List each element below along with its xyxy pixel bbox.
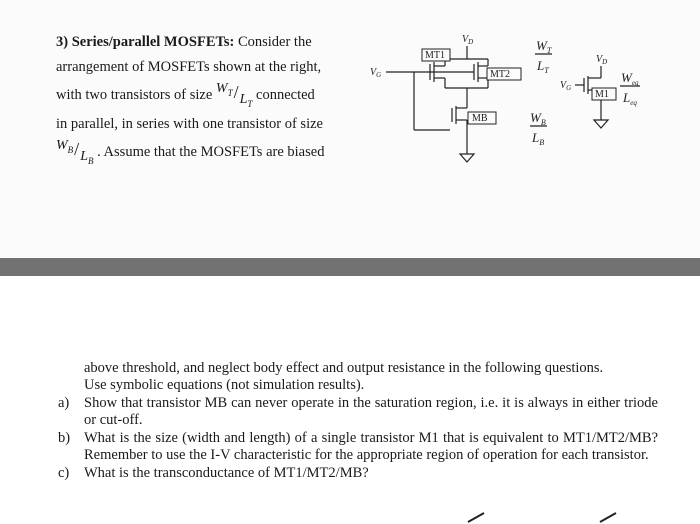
mt1-label: MT1 bbox=[425, 50, 445, 61]
sub-question-a bbox=[58, 395, 658, 429]
size-wt-lt-fraction: $W_T/L_T$ bbox=[215, 81, 253, 109]
question-line5-post: . Assume that the MOSFETs are biased bbox=[97, 144, 325, 161]
sub-question-label: c) bbox=[58, 465, 70, 481]
cropped-marks bbox=[460, 505, 640, 524]
weq-label: $W_{eq}$ bbox=[621, 70, 639, 87]
question-line-4: in parallel, in series with one transistor of size bbox=[56, 115, 323, 132]
sub-question-b bbox=[58, 430, 658, 464]
sub-question-text: What is the size (width and length) of a single transistor M1 that is equivalent to MT1/MT2/MB? Remember to use the I-V characteristic for the appropriate region of operation for each transistor. bbox=[84, 430, 658, 463]
lb-label: $L_B$ bbox=[532, 130, 545, 147]
question-line-5 bbox=[56, 137, 376, 169]
wt-subscript: T bbox=[227, 87, 233, 98]
page-divider-band bbox=[0, 258, 700, 276]
question-line-1 bbox=[56, 30, 376, 55]
question-line3-pre: with two transistors of size bbox=[56, 87, 213, 104]
sub-question-label: a) bbox=[58, 395, 70, 411]
sub-question-text: What is the transconductance of MT1/MT2/MB? bbox=[84, 465, 369, 481]
sub-question-text: Show that transistor MB can never operate in the saturation region, i.e. it is always in either triode or cut-off. bbox=[84, 395, 658, 428]
vg-label: $V_G$ bbox=[370, 67, 382, 79]
lb-subscript: B bbox=[87, 155, 94, 166]
lt-symbol: L bbox=[239, 92, 248, 107]
wb-label: $W_B$ bbox=[530, 110, 546, 127]
question-line-2: arrangement of MOSFETs shown at the right, bbox=[56, 59, 322, 75]
lb-symbol: L bbox=[80, 148, 88, 164]
leq-label: $L_{eq}$ bbox=[623, 90, 637, 107]
wt-symbol: W bbox=[215, 81, 228, 96]
cropped-mark-left bbox=[468, 513, 484, 522]
sub-question-c bbox=[58, 465, 658, 482]
sub-question-label: b) bbox=[58, 430, 71, 446]
wb-symbol: W bbox=[56, 137, 68, 153]
size-wb-lb-fraction: $W_B/L_B$ bbox=[56, 137, 94, 166]
question-line-3 bbox=[56, 80, 376, 112]
cropped-mark-right bbox=[600, 513, 616, 522]
m1-label: M1 bbox=[595, 89, 609, 100]
question-number: 3) bbox=[56, 34, 69, 50]
m1-vd-label: $V_D$ bbox=[596, 54, 608, 66]
mosfet-circuit-diagram bbox=[370, 26, 660, 176]
wb-subscript: B bbox=[67, 144, 74, 155]
question-heading: Series/parallel MOSFETs: bbox=[71, 34, 235, 50]
question-intro bbox=[56, 30, 376, 169]
lt-subscript: T bbox=[247, 98, 253, 109]
continuation-line-2: Use symbolic equations (not simulation results). bbox=[84, 377, 365, 393]
question-line3-post: connected bbox=[256, 87, 315, 104]
mb-label: MB bbox=[472, 113, 488, 124]
mt2-label: MT2 bbox=[490, 69, 510, 80]
vd-label: $V_D$ bbox=[462, 34, 474, 46]
question-continuation bbox=[58, 360, 658, 482]
m1-vg-label: $V_G$ bbox=[560, 80, 572, 92]
question-line1-rest: Consider the bbox=[237, 34, 312, 50]
lt-label: $L_T$ bbox=[537, 58, 549, 75]
continuation-line-1: above threshold, and neglect body effect and output resistance in the following questions. bbox=[84, 360, 604, 376]
wt-label: $W_T$ bbox=[536, 38, 552, 55]
